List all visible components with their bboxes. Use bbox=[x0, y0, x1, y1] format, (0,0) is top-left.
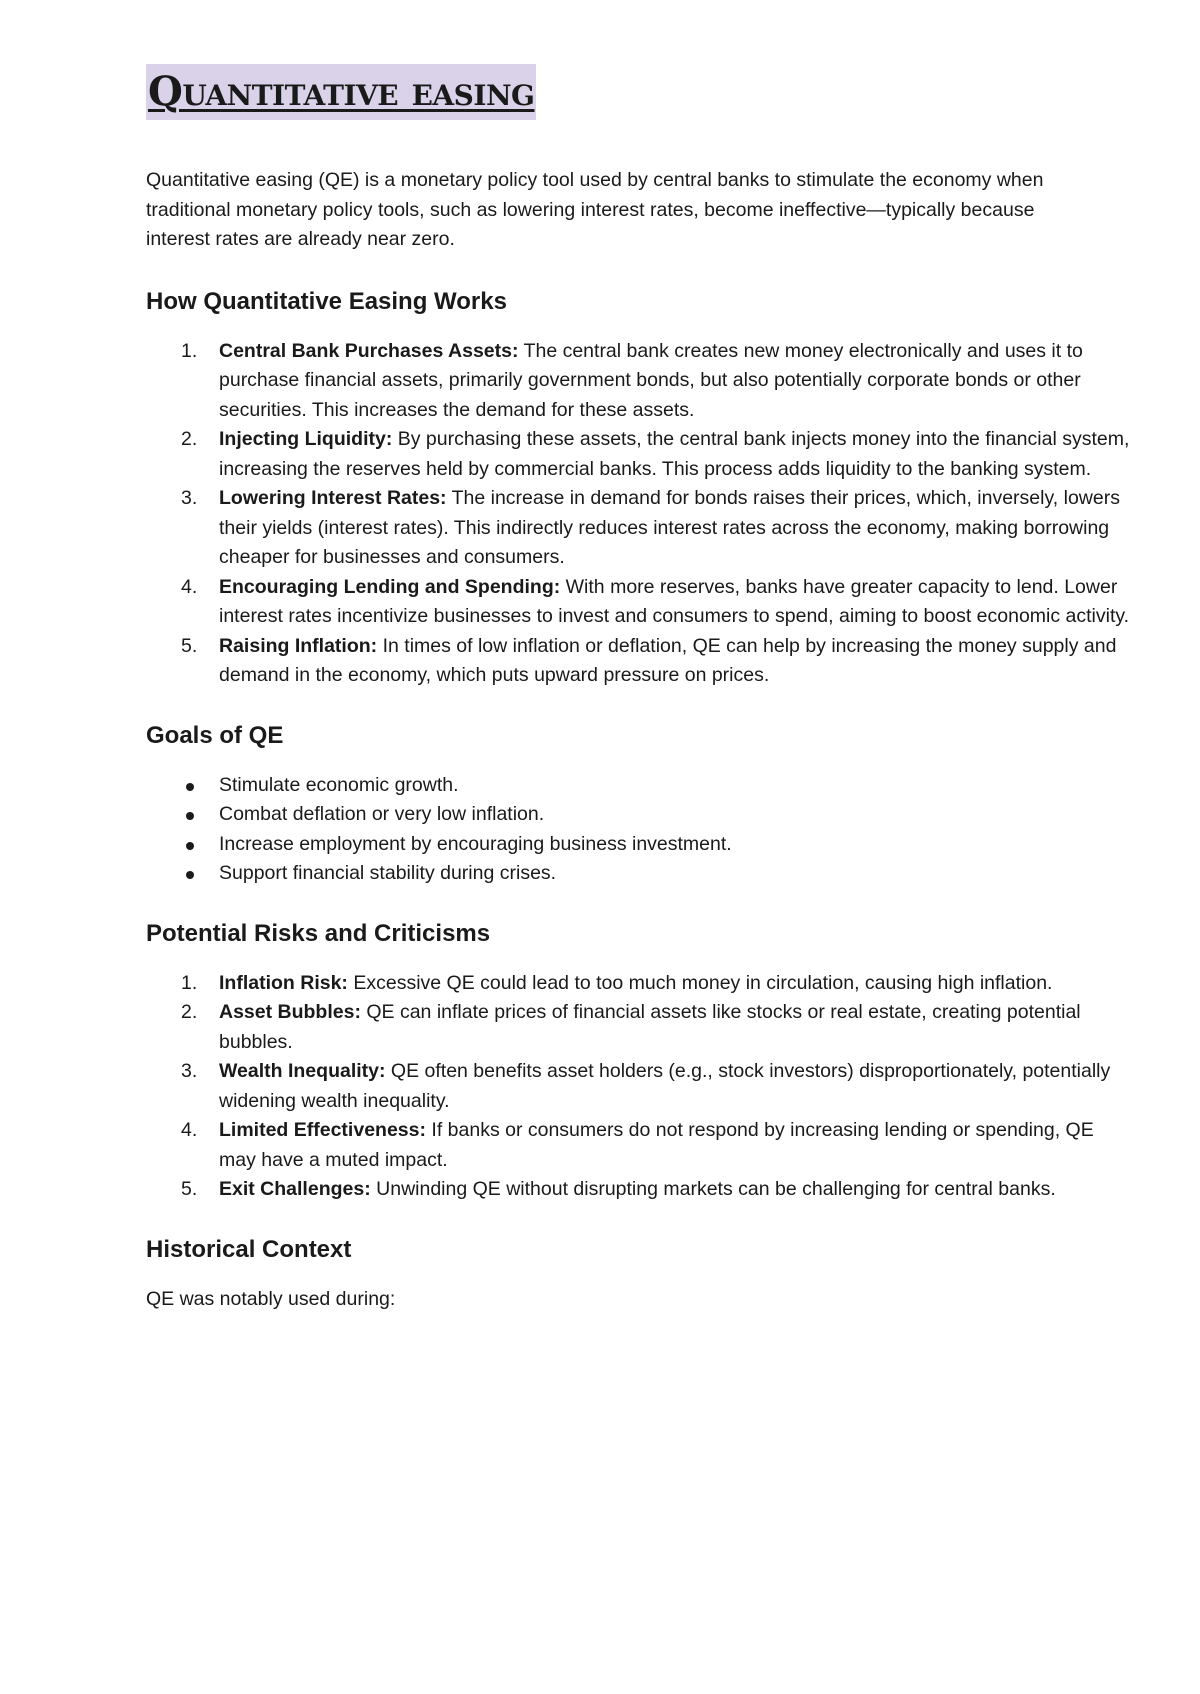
list-number: 3. bbox=[181, 487, 198, 509]
intro-paragraph: Quantitative easing (QE) is a monetary policy tool used by central banks to stimulate the economy when traditional monetary policy tools, such as lowering interest rates, become ineffective—typically because interest rates are already near zero. bbox=[146, 169, 1044, 250]
list-item-term: Central Bank Purchases Assets: bbox=[219, 339, 519, 362]
list-item-text: Combat deflation or very low inflation. bbox=[219, 803, 545, 825]
list-item-term: Encouraging Lending and Spending: bbox=[219, 575, 561, 598]
list-item bbox=[146, 1116, 1134, 1175]
list-item-text: Stimulate economic growth. bbox=[219, 773, 459, 796]
list-number: 4. bbox=[181, 1119, 198, 1141]
list-item-text: QE often benefits asset holders (e.g., stock investors) disproportionately, potentially widening wealth inequality. bbox=[219, 1060, 1111, 1112]
list-item bbox=[146, 1175, 1134, 1205]
list-number: 5. bbox=[181, 634, 198, 657]
list-item-text: QE can inflate prices of financial assets like stocks or real estate, creating potential bubbles. bbox=[219, 1001, 1081, 1053]
list-item bbox=[146, 800, 1076, 830]
list-item-text: If banks or consumers do not respond by increasing lending or spending, QE may have a muted impact. bbox=[219, 1119, 1094, 1171]
list-item-term: Lowering Interest Rates: bbox=[219, 487, 447, 509]
list-item bbox=[146, 1057, 1134, 1116]
list-item-term: Limited Effectiveness: bbox=[219, 1119, 426, 1141]
list-item-term: Asset Bubbles: bbox=[219, 1001, 361, 1023]
list-item bbox=[146, 484, 1134, 573]
list-item-text: In times of low inflation or deflation, QE can help by increasing the money supply and demand in the economy, which puts upward pressure on prices. bbox=[219, 634, 1117, 686]
list-item-text: The increase in demand for bonds raises their prices, which, inversely, lowers their yields (interest rates). This indirectly reduces interest rates across the economy, making borrowing cheaper for businesses and consumers. bbox=[219, 487, 1120, 568]
how-it-works-list bbox=[146, 337, 1130, 691]
list-number: 4. bbox=[181, 575, 198, 598]
list-item-term: Raising Inflation: bbox=[219, 634, 378, 657]
bullet-icon bbox=[186, 871, 194, 879]
list-item-text: With more reserves, banks have greater capacity to lend. Lower interest rates incentivize businesses to invest and consumers to spend, aiming to boost economic activity. bbox=[219, 575, 1130, 627]
list-item bbox=[146, 337, 1134, 426]
list-item bbox=[146, 425, 1134, 484]
list-item bbox=[146, 830, 1076, 860]
list-number: 5. bbox=[181, 1178, 198, 1200]
list-number: 2. bbox=[181, 1001, 198, 1023]
list-item bbox=[146, 998, 1134, 1057]
list-item-text: Increase employment by encouraging business investment. bbox=[219, 832, 732, 855]
bullet-icon bbox=[186, 783, 194, 791]
list-item-term: Exit Challenges: bbox=[219, 1178, 371, 1200]
list-item-term: Injecting Liquidity: bbox=[219, 428, 393, 450]
history-paragraph: QE was notably used during: bbox=[146, 1287, 396, 1310]
list-item-text: Support financial stability during crises. bbox=[219, 862, 557, 884]
list-item-text: Unwinding QE without disrupting markets can be challenging for central banks. bbox=[370, 1178, 1056, 1200]
list-number: 2. bbox=[181, 428, 198, 450]
page-title: Quantitative easing bbox=[146, 64, 536, 120]
list-number: 3. bbox=[181, 1060, 198, 1082]
section-heading-risks: Potential Risks and Criticisms bbox=[146, 919, 491, 947]
section-heading-how-it-works: How Quantitative Easing Works bbox=[146, 287, 507, 315]
document-page bbox=[146, 64, 1130, 1314]
list-item bbox=[146, 771, 1076, 801]
bullet-icon bbox=[186, 812, 194, 820]
list-item-text: The central bank creates new money electronically and uses it to purchase financial assets, primarily government bonds, but also potentially corporate bonds or other securities. This increases the demand for these assets. bbox=[219, 339, 1083, 421]
list-item-term: Inflation Risk: bbox=[219, 971, 348, 994]
list-item bbox=[146, 969, 1134, 999]
list-number: 1. bbox=[181, 971, 198, 994]
list-item bbox=[146, 632, 1134, 691]
section-heading-history: Historical Context bbox=[146, 1235, 352, 1263]
list-number: 1. bbox=[181, 339, 198, 362]
list-item-term: Wealth Inequality: bbox=[219, 1060, 386, 1082]
list-item bbox=[146, 859, 1076, 889]
bullet-icon bbox=[186, 842, 194, 850]
list-item bbox=[146, 573, 1134, 632]
section-heading-goals: Goals of QE bbox=[146, 721, 284, 749]
goals-list bbox=[146, 771, 1076, 889]
risks-list bbox=[146, 969, 1111, 1205]
list-item-text: By purchasing these assets, the central bank injects money into the financial system, increasing the reserves held by commercial banks. This process adds liquidity to the banking system. bbox=[219, 428, 1130, 480]
list-item-text: Excessive QE could lead to too much money in circulation, causing high inflation. bbox=[347, 971, 1053, 994]
